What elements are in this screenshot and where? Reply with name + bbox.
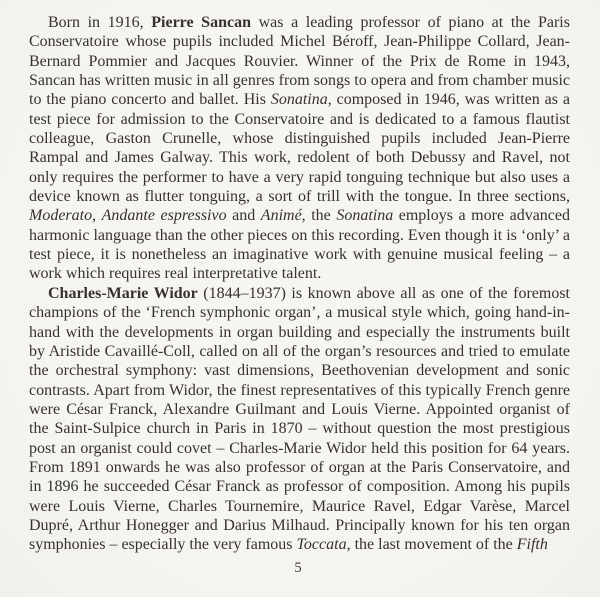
text-segment: , <box>92 207 102 225</box>
text-column <box>29 13 570 555</box>
text-segment: employs a more advanced harmonic language than the other pieces on this recording. Even though it is ‘only’ a test piece, it is nonetheless an imaginative work with genuine musical feeling – a work which requires real interpretative talent. <box>29 207 570 283</box>
text-segment: Charles-Marie Widor <box>48 284 198 302</box>
text-segment: Andante espressivo <box>101 207 227 225</box>
widor-paragraph <box>29 284 570 555</box>
page-number: 5 <box>294 560 302 576</box>
text-segment: Sonatina <box>336 207 394 225</box>
text-segment: was a leading professor of piano at the Paris Conservatoire whose pupils included Michel Béroff, Jean-Philippe Collard, Jean-Bernard Pommier and Jacques Rouvier. Winner of the Prix de Rome in 1943, Sancan has written music in all genres from songs to opera and from chamber music to the piano concerto and ballet. His <box>29 14 570 109</box>
text-segment: Toccata <box>296 536 347 554</box>
text-segment: Fifth <box>516 536 548 554</box>
text-segment: , composed in 1946, was written as a test piece for admission to the Conservatoire and is dedicated to a famous flautist colleague, Gaston Crunelle, whose distinguished pupils included Jean-Pierre Rampal and James Galway. This work, redolent of both Debussy and Ravel, not only requires the performer to have a very rapid tonguing technique but also uses a device known as flutter tonguing, a sort of trill with the tongue. In three sections, <box>29 91 571 206</box>
text-segment: Moderato <box>29 207 93 225</box>
text-segment: (1844–1937) is known above all as one of the foremost champions of the ‘French symphonic organ’, a musical style which, going hand-in-hand with the developments in organ building and especially the instruments built by Aristide Cavaillé-Coll, called on all of the organ’s resources and tried to emulate the orchestral symphony: vast dimensions, Beethovenian development and sonic contrasts. Apart from Widor, the finest representatives of this typically French genre were César Franck, Alexandre Guilmant and Louis Vierne. Appointed organist of the Saint-Sulpice church in Paris in 1870 – without question the most prestigious post an organist could covet – Charles-Marie Widor held this position for 64 years. From 1891 onwards he was also professor of organ at the Paris Conservatoire, and in 1896 he succeeded César Franck as professor of composition. Among his pupils were Louis Vierne, Charles Tournemire, Maurice Ravel, Edgar Varèse, Marcel Dupré, Arthur Honegger and Darius Milhaud. Principally known for his ten organ symphonies – especially the very famous <box>29 284 570 554</box>
text-segment: Born in 1916, <box>48 14 152 31</box>
text-segment: Pierre Sancan <box>151 14 251 31</box>
text-segment: Sonatina <box>270 91 328 109</box>
text-segment: , the <box>301 207 337 225</box>
text-segment: and <box>226 207 261 225</box>
text-segment: , the last movement of the <box>346 536 517 554</box>
sancan-paragraph <box>29 13 570 284</box>
text-segment: Animé <box>260 207 302 225</box>
